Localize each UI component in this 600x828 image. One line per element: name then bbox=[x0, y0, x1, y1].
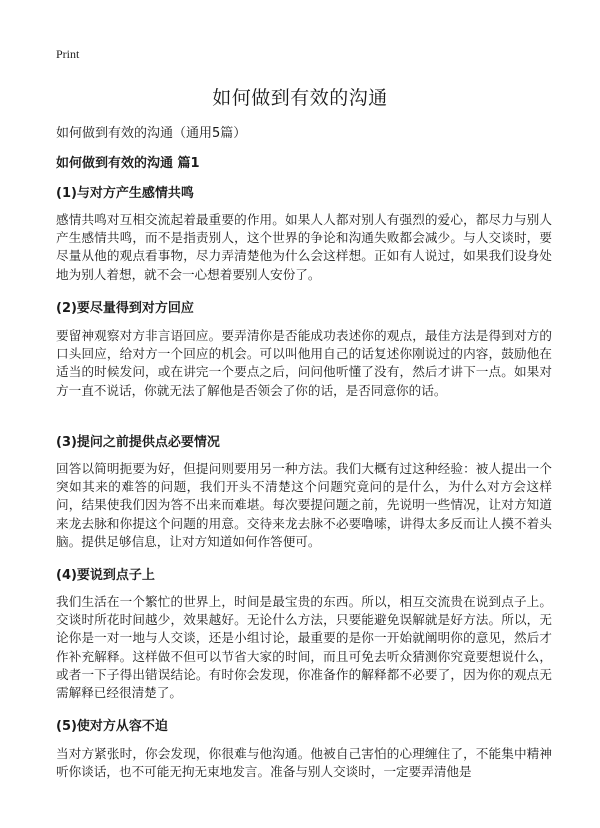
section-heading: (3)提问之前提供点必要情况 bbox=[56, 435, 220, 450]
section-paragraph: 感情共鸣对互相交流起着最重要的作用。如果人人都对别人有强烈的爱心，都尽力与别人产生感情共鸣，而不是指责别人，这个世界的争论和沟通失败都会减少。与人交谈时，要尽量从他的观点看事物，尽力弄清楚他为什么会这样想。正如有人说过，如果我们设身处地为别人着想，就不会一心想着要别人安份了。 bbox=[56, 212, 552, 282]
section-heading: (4)要说到点子上 bbox=[56, 568, 155, 583]
section-heading: (5)使对方从容不迫 bbox=[56, 719, 168, 734]
section-paragraph: 回答以简明扼要为好，但提问则要用另一种方法。我们大概有过这种经验：被人提出一个突如其来的难答的问题，我们开头不清楚这个问题究竟问的是什么，为什么对方会这样问，结果使我们因为答不出来而难堪。每次要提问题之前，先说明一些情况，让对方知道来龙去脉和你提这个问题的用意。交待来龙去脉不必要噜嗦，讲得太多反而让人摸不着头脑。提供足够信息，让对方知道如何作答便可。 bbox=[56, 461, 552, 549]
section-paragraph: 要留神观察对方非言语回应。要弄清你是否能成功表述你的观点，最佳方法是得到对方的口头回应，给对方一个回应的机会。可以叫他用自己的话复述你刚说过的内容，鼓励他在适当的时候发问，或在讲完一个要点之后，问问他听懂了没有，然后才讲下一点。如果对方一直不说话，你就无法了解他是否领会了你的话，是否同意你的话。 bbox=[56, 328, 552, 398]
section-heading: (1)与对方产生感情共鸣 bbox=[56, 186, 194, 201]
section-heading: (2)要尽量得到对方回应 bbox=[56, 301, 194, 316]
print-link[interactable]: Print bbox=[56, 47, 80, 61]
article-heading: 如何做到有效的沟通 篇1 bbox=[56, 156, 200, 171]
section-paragraph: 我们生活在一个繁忙的世界上，时间是最宝贵的东西。所以，相互交流贵在说到点子上。交谈时所花时间越少，效果越好。无论什么方法，只要能避免误解就是好方法。所以，无论你是一对一地与人交谈，还是小组讨论，最重要的是你一开始就阐明你的意见，然后才作补充解释。这样做不但可以节省大家的时间，而且可免去听众猜测你究竟要想说什么，或者一下子得出错误结论。有时你会发现，你准备作的解释都不必要了，因为你的观点无需解释已经很清楚了。 bbox=[56, 594, 552, 701]
page-title: 如何做到有效的沟通 bbox=[212, 87, 388, 109]
document-subtitle: 如何做到有效的沟通（通用5篇） bbox=[56, 126, 247, 141]
section-paragraph: 当对方紧张时，你会发现，你很难与他沟通。他被自己害怕的心理缠住了，不能集中精神听你谈话，也不可能无拘无束地发言。准备与别人交谈时，一定要弄清他是 bbox=[56, 746, 552, 780]
